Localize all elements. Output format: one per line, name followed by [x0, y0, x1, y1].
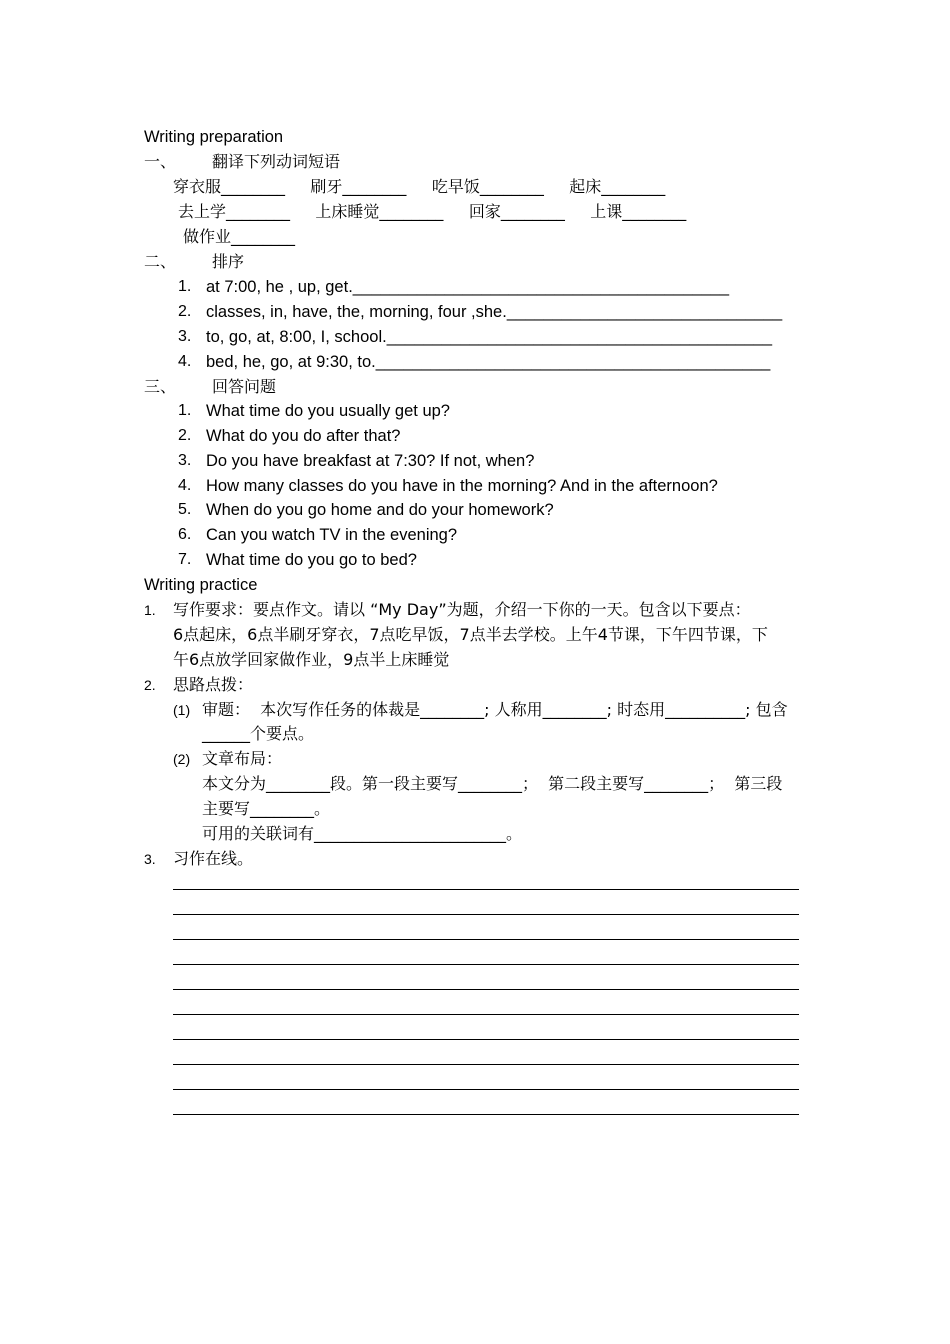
section2-item-text: at 7:00, he , up, get._________________________________________ — [206, 278, 730, 296]
page-title: Writing preparation — [144, 128, 284, 146]
sub-item-number: (2) — [173, 751, 191, 767]
section2-item-text: bed, he, go, at 9:30, to.___________________________________________ — [206, 353, 771, 371]
practice-item-number: 3. — [144, 851, 156, 867]
online-writing-heading: 习作在线。 — [173, 849, 254, 868]
writing-line — [173, 1039, 799, 1040]
section1-row-3: 做作业________ — [183, 227, 296, 246]
section1-marker: 一、 — [144, 152, 177, 171]
question-text: What time do you go to bed? — [206, 551, 417, 569]
writing-line — [173, 1114, 799, 1115]
section2-item-text: classes, in, have, the, morning, four ,she.______________________________ — [206, 303, 783, 321]
section3-heading: 回答问题 — [212, 377, 277, 396]
writing-line — [173, 1089, 799, 1090]
writing-line — [173, 939, 799, 940]
section1-row-2: 去上学________ 上床睡觉________ 回家________ 上课________ — [178, 202, 687, 221]
section2-item-number: 1. — [178, 278, 192, 295]
writing-requirement-points: 6点起床，6点半刷牙穿衣，7点吃早饭，7点半去学校。上午4节课，下午四节课，下 — [173, 625, 768, 644]
question-number: 2. — [178, 427, 192, 444]
section2-marker: 二、 — [144, 252, 177, 271]
writing-requirement-points-cont: 午6点放学回家做作业，9点半上床睡觉 — [173, 650, 450, 669]
writing-line — [173, 964, 799, 965]
question-text: What do you do after that? — [206, 427, 401, 445]
writing-line — [173, 914, 799, 915]
section2-item-number: 2. — [178, 303, 192, 320]
layout-line: 本文分为________段。第一段主要写________； 第二段主要写________； 第三段 — [202, 774, 783, 793]
question-text: Can you watch TV in the evening? — [206, 526, 458, 544]
section1-heading: 翻译下列动词短语 — [212, 152, 341, 171]
writing-line — [173, 889, 799, 890]
connectives-line: 可用的关联词有________________________。 — [202, 824, 523, 843]
thinking-hints-heading: 思路点拨： — [173, 675, 254, 694]
practice-item-number: 1. — [144, 602, 156, 618]
question-number: 6. — [178, 526, 192, 543]
section2-item-number: 3. — [178, 328, 192, 345]
sub-item-number: (1) — [173, 702, 191, 718]
section1-row-1: 穿衣服________ 刷牙________ 吃早饭________ 起床________ — [173, 177, 666, 196]
section2-item-number: 4. — [178, 353, 192, 370]
practice-title: Writing practice — [144, 576, 258, 594]
question-text: Do you have breakfast at 7:30? If not, when? — [206, 452, 535, 470]
section2-item-text: to, go, at, 8:00, I, school.__________________________________________ — [206, 328, 773, 346]
topic-review-line-cont: ______个要点。 — [202, 724, 315, 743]
question-text: When do you go home and do your homework? — [206, 501, 554, 519]
writing-line — [173, 1014, 799, 1015]
question-number: 5. — [178, 501, 192, 518]
question-number: 1. — [178, 402, 192, 419]
section2-heading: 排序 — [212, 252, 245, 271]
question-text: What time do you usually get up? — [206, 402, 450, 420]
question-number: 7. — [178, 551, 192, 568]
question-number: 3. — [178, 452, 192, 469]
layout-line-cont: 主要写________。 — [202, 799, 331, 818]
practice-item-number: 2. — [144, 677, 156, 693]
question-text: How many classes do you have in the morning? And in the afternoon? — [206, 477, 718, 495]
topic-review-line: 审题： 本次写作任务的体裁是________; 人称用________; 时态用__________; 包含 — [202, 700, 788, 719]
section3-marker: 三、 — [144, 377, 177, 396]
writing-requirement: 写作要求：要点作文。请以 “My Day”为题，介绍一下你的一天。包含以下要点： — [173, 600, 751, 619]
writing-line — [173, 989, 799, 990]
writing-line — [173, 1064, 799, 1065]
layout-heading: 文章布局： — [202, 749, 283, 768]
question-number: 4. — [178, 477, 192, 494]
